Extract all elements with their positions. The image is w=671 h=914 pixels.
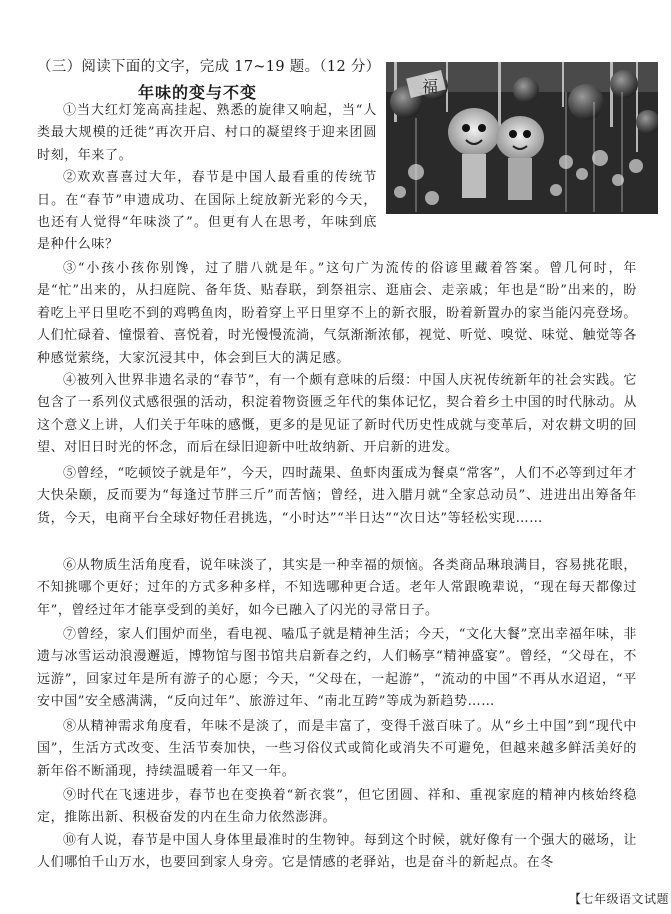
footer-label: 【七年级语文试题	[568, 892, 669, 906]
paragraph-block-10	[37, 830, 637, 875]
paragraph-block-3	[37, 258, 637, 370]
article-title: 年味的变与不变	[138, 83, 258, 102]
paragraph-block-4	[37, 370, 637, 460]
paragraph-block-9	[37, 785, 637, 830]
paragraph-2: ②欢欢喜喜过大年，春节是中国人最看重的传统节日。在“春节”申遗成功、在国际上绽放新光彩的今天，也还有人觉得“年味淡了”。但更有人在思考，年味到底是种什么味？	[37, 170, 377, 253]
paragraph-10: ⑩有人说，春节是中国人身体里最准时的生物钟。每到这个时候，就好像有一个强大的磁场，让人们哪怕千山万水，也要回到家人身旁。它是情感的老驿站，也是奋斗的新起点。在冬	[37, 833, 637, 871]
paragraph-4: ④被列入世界非遗名录的“春节”，有一个颇有意味的后缀：中国人庆祝传统新年的社会实践。它包含了一系列仪式感很强的活动，积淀着物资匮乏年代的集体记忆，契合着乡土中国的时代脉动。从这个意义上讲，人们关于年味的感慨，更多的是见证了新时代历史性成就与变革后，对农耕文明的回望、对旧日时光的怀念，而后在绿旧迎新中吐故纳新、开启新的进发。	[37, 373, 637, 456]
fu-character: 福	[422, 77, 439, 96]
paragraphs-beside-photo	[37, 100, 377, 257]
lantern-photo	[386, 62, 658, 214]
paragraph-9: ⑨时代在飞速进步，春节也在变换着“新衣裳”，但它团圆、祥和、重视家庭的精神内核始终稳定，推陈出新、积极奋发的内在生命力依然澎湃。	[37, 788, 637, 826]
paragraph-5: ⑤曾经，“吃顿饺子就是年”，今天，四时蔬果、鱼虾肉蛋成为餐桌“常客”，人们不必等到过年才大快朵颐，反而要为“每逢过节胖三斤”而苦恼；曾经，进入腊月就“全家总动员”、进进出出筹备年货，今天，电商平台全球好物任君挑选，“小时达”“半日达”“次日达”等轻松实现……	[37, 466, 637, 526]
lantern-photo-graphic	[386, 62, 658, 214]
section-heading: （三）阅读下面的文字，完成 17~19 题。（12 分）	[37, 59, 381, 75]
paragraph-3: ③“小孩小孩你别馋，过了腊八就是年。”这句广为流传的俗谚里藏着答案。曾几何时，年是“忙”出来的，从扫庭院、备年货、贴春联，到祭祖宗、逛庙会、走亲戚；年也是“盼”出来的，盼着吃上平日里吃不到的鸡鸭鱼肉，盼着穿上平日里穿不上的新衣服，盼着新置办的家当能闪亮登场。人们忙碌着、憧憬着、喜悦着，时光慢慢流淌，气氛渐渐浓郁，视觉、听觉、嗅觉、味觉、触觉等各种感觉萦绕，大家沉浸其中，体会到巨大的满足感。	[37, 261, 637, 366]
paragraph-block-5	[37, 463, 637, 530]
paragraph-6: ⑥从物质生活角度看，说年味淡了，其实是一种幸福的烦恼。各类商品琳琅满目，容易挑花眼，不知挑哪个更好；过年的方式多种多样，不知选哪种更合适。老年人常跟晚辈说，“现在每天都像过年”，曾经过年才能享受到的美好，如今已融入了闪光的寻常日子。	[37, 558, 637, 618]
paragraph-8: ⑧从精神需求角度看，年味不是淡了，而是丰富了，变得千滋百味了。从“乡土中国”到“现代中国”，生活方式改变、生活节奏加快，一些习俗仪式或简化或消失不可避免，但越来越多鲜活美好的新年俗不断涌现，持续温暖着一年又一年。	[37, 719, 637, 779]
paragraph-block-6	[37, 555, 637, 622]
paragraph-block-8	[37, 716, 637, 783]
paragraph-1: ①当大红灯笼高高挂起、熟悉的旋律又响起，当“人类最大规模的迁徙”再次开启、村口的凝望终于迎来团圆时刻，年来了。	[37, 103, 377, 163]
paragraph-block-7	[37, 624, 637, 714]
paragraph-7: ⑦曾经，家人们围炉而坐，看电视、嗑瓜子就是精神生活；今天，“文化大餐”烹出幸福年味，非遗与冰雪运动浪漫邂逅，博物馆与图书馆共启新春之约，人们畅享“精神盛宴”。曾经，“父母在，不远游”，回家过年是所有游子的心愿；今天，“父母在，一起游”，“流动的中国”不再从水迢迢，“平安中国”安全感满满，“反向过年”、旅游过年、“南北互跨”等成为新趋势……	[37, 627, 637, 710]
